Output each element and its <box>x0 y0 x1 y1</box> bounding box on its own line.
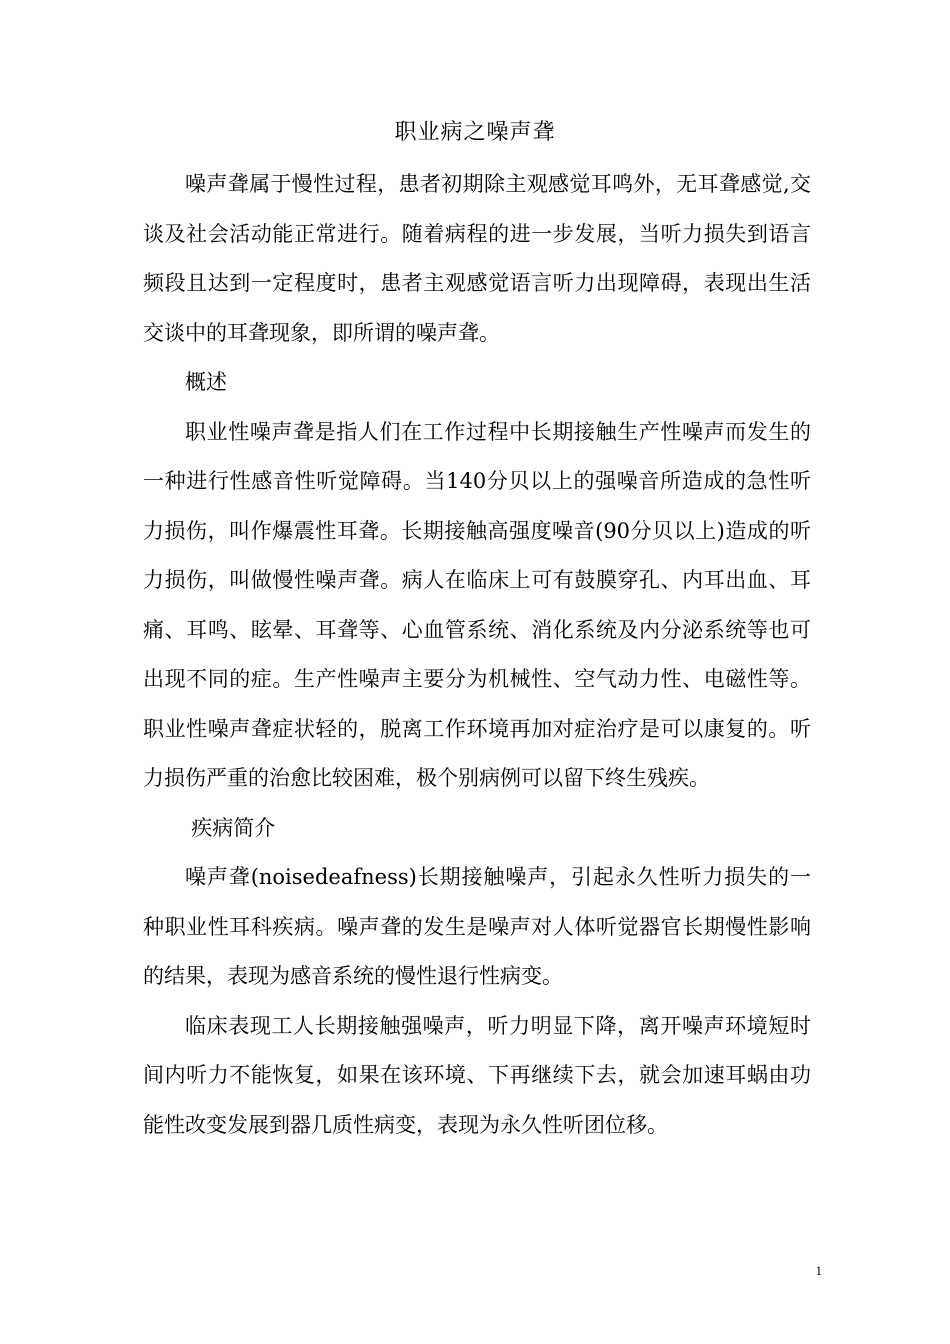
section-heading-disease-intro: 疾病简介 <box>191 815 276 840</box>
page-number: 1 <box>815 1263 822 1278</box>
document-title: 职业病之噪声聋 <box>394 120 556 145</box>
paragraph-disease-intro: 噪声聋(noisedeafness)长期接触噪声，引起永久性听力损失的一种职业性耳科疾病。噪声聋的发生是噪声对人体听觉器官长期慢性影响的结果，表现为感音系统的慢性退行性病变。 <box>143 865 811 988</box>
paragraph-clinical: 临床表现工人长期接触强噪声，听力明显下降，离开噪声环境短时间内听力不能恢复，如果在该环境、下再继续下去，就会加速耳蜗由功能性改变发展到器几质性病变，表现为永久性听团位移。 <box>143 1013 811 1137</box>
paragraph-intro: 噪声聋属于慢性过程，患者初期除主观感觉耳鸣外，无耳聋感觉,交谈及社会活动能正常进行。随着病程的进一步发展，当听力损失到语言频段且达到一定程度时，患者主观感觉语言听力出现障碍，表现出生活交谈中的耳聋现象，即所谓的噪声聋。 <box>143 172 811 345</box>
paragraph-overview: 职业性噪声聋是指人们在工作过程中长期接触生产性噪声而发生的一种进行性感音性听觉障碍。当140分贝以上的强噪音所造成的急性听力损伤，叫作爆震性耳聋。长期接触高强度噪音(90分贝以上)造成的听力损伤，叫做慢性噪声聋。病人在临床上可有鼓膜穿孔、内耳出血、耳痛、耳鸣、眩晕、耳聋等、心血管系统、消化系统及内分泌系统等也可出现不同的症。生产性噪声主要分为机械性、空气动力性、电磁性等。职业性噪声聋症状轻的，脱离工作环境再加对症治疗是可以康复的。听力损伤严重的治愈比较困难，极个别病例可以留下终生残疾。 <box>143 419 811 790</box>
section-heading-overview: 概述 <box>185 370 227 394</box>
document-body <box>143 160 811 1150</box>
